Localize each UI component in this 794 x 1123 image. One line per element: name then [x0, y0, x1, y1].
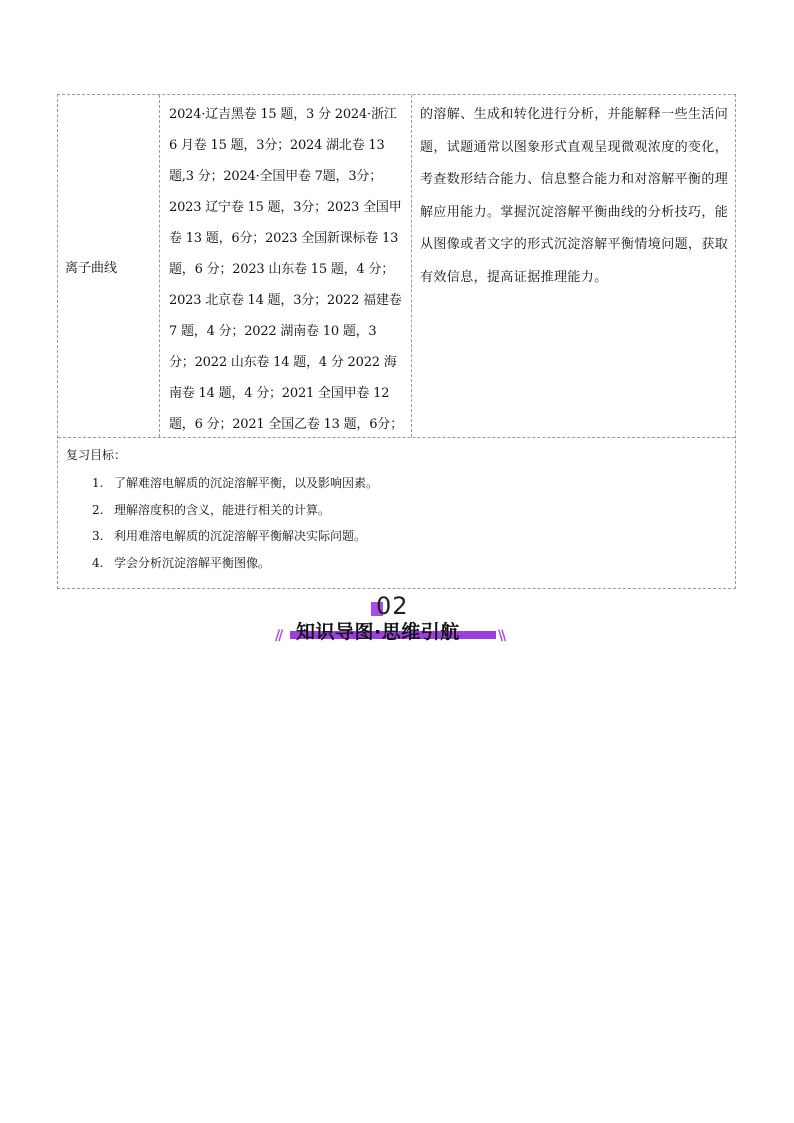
goal-item: [92, 470, 727, 497]
exam-list-cell: 2024·辽吉黑卷 15 题，3 分 2024·浙江 6 月卷 15 题，3分；2024 湖北卷 13 题,3 分；2024·全国甲卷 7题，3分；2023 辽宁卷 15 题，3分；2023 全国甲卷 13 题，6分；2023 全国新课标卷 13 题，6 分；2023 山东卷 15 题，4 分；2023 北京卷 14 题，3分；2022 福建卷 7 题，4 分；2022 湖南卷 10 题，3 分；2022 山东卷 14 题，4 分 2022 海南卷 14 题，4 分；2021 全国甲卷 12 题，6 分；2021 全国乙卷 13 题，6分；: [160, 95, 412, 437]
topic-cell: 离子曲线: [58, 95, 160, 437]
goal-number: 2.: [92, 502, 104, 517]
slash-decoration-left-icon: //: [275, 628, 282, 644]
section-number: 02: [376, 592, 409, 620]
exam-analysis-table: [57, 94, 736, 589]
goal-text: 学会分析沉淀溶解平衡图像。: [114, 555, 271, 570]
goal-item: [92, 550, 727, 577]
requirements-cell: 的溶解、生成和转化进行分析，并能解释一些生活问题，试题通常以图象形式直观呈现微观浓度的变化，考查数形结合能力、信息整合能力和对溶解平衡的理解应用能力。掌握沉淀溶解平衡曲线的分析技巧，能从图像或者文字的形式沉淀溶解平衡情境问题，获取有效信息，提高证据推理能力。: [420, 107, 729, 285]
table-row: [58, 95, 735, 438]
goal-number: 4.: [92, 555, 104, 570]
goal-number: 3.: [92, 529, 104, 543]
goal-text: 理解溶度积的含义，能进行相关的计算。: [114, 502, 331, 517]
goal-item: [92, 497, 727, 524]
goal-text: 了解难溶电解质的沉淀溶解平衡，以及影响因素。: [114, 476, 379, 490]
goal-number: 1.: [92, 476, 104, 490]
section-header: [270, 592, 520, 652]
slash-decoration-right-icon: \\: [498, 628, 505, 644]
goals-title: 复习目标：: [66, 448, 127, 462]
section-title: 知识导图·思维引航: [296, 621, 460, 643]
review-goals: [58, 438, 735, 588]
goal-item: [92, 523, 727, 550]
goal-text: 利用难溶电解质的沉淀溶解平衡解决实际问题。: [114, 529, 367, 543]
